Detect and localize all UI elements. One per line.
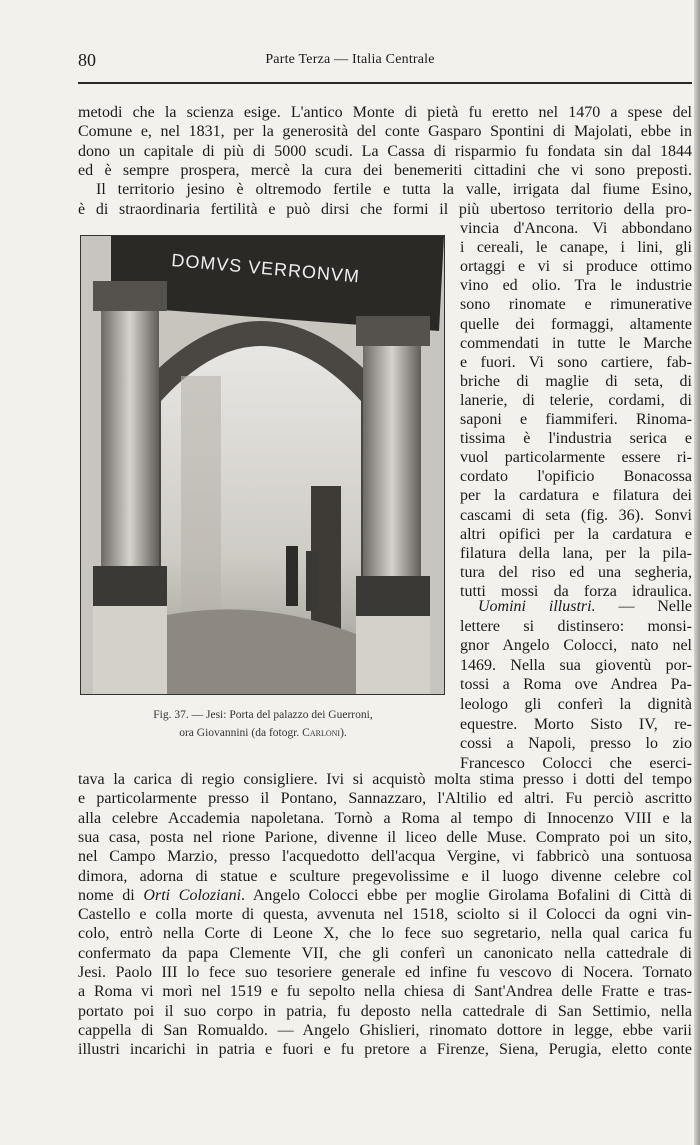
- text-line: per la cardatura e filatura dei: [460, 487, 692, 505]
- page-edge-shadow: [694, 0, 700, 1145]
- figure-caption-line-1: Fig. 37. — Jesi: Porta del palazzo dei Guerroni,: [153, 709, 373, 721]
- text-line: colo, entrò nella Corte di Leone X, che lo fece suo segretario, nella qual carica fu: [78, 925, 692, 943]
- inscription: DOMVS VERRONVM: [170, 250, 361, 287]
- page-number: 80: [78, 50, 96, 70]
- text-line: metodi che la scienza esige. L'antico Monte di pietà fu eretto nel 1470 a spese del: [78, 104, 692, 121]
- text-line: tava la carica di regio consigliere. Ivi si acquistò molta stima presso i dotti del tempo: [78, 771, 692, 788]
- text-line: tutti mossi da forza idraulica.: [460, 582, 692, 600]
- running-title: Parte Terza — Italia Centrale: [265, 52, 435, 67]
- text-line: Castello e colla morte di questa, avvenuta nel 1518, sciolto si il Colocci da ogni vin-: [78, 906, 692, 924]
- text-line: cappella di San Romualdo. — Angelo Ghislieri, rinomato dottore in legge, ebbe varii: [78, 1021, 692, 1039]
- figure-photo-doorway: [80, 235, 445, 695]
- text-line: filatura della lana, per la pila-: [460, 544, 692, 562]
- italic-text: Uomini illustri.: [478, 598, 596, 615]
- caption-text-end: ).: [340, 727, 347, 739]
- text-line: vincia d'Ancona. Vi abbondano: [460, 220, 692, 237]
- text-line: cordato l'opificio Bonacossa: [460, 468, 692, 486]
- text-line: nel Campo Marzio, presso l'acquedotto dell'acqua Vergine, vi fabbricò una sontuosa: [78, 848, 692, 866]
- italic-text: Orti Coloziani: [143, 886, 242, 904]
- text-line: è di straordinaria fertilità e può dirsi che formi il più ubertoso territorio della pro-: [78, 200, 692, 218]
- text-line: vuol particolarmente essere ri-: [460, 449, 692, 467]
- figure-caption-line-2: [78, 727, 448, 739]
- text-segment: nome di: [78, 886, 144, 904]
- text-line: lanerie, di telerie, cordami, di: [460, 391, 692, 409]
- text-line: cossi a Napoli, presso lo zio: [460, 735, 692, 753]
- text-line: [78, 886, 692, 905]
- text-line: tossi a Roma ove Andrea Pa-: [460, 676, 692, 694]
- photo-credit: Carloni: [302, 727, 341, 739]
- text-line: lettere si distinsero: monsi-: [460, 617, 692, 635]
- text-line: ortaggi e vi si produce ottimo: [460, 258, 692, 276]
- text-line: ed è sempre prospera, mercè la cura dei benemeriti cittadini che vi sono preposti.: [78, 161, 692, 179]
- text-line: tura del riso ed una segheria,: [460, 563, 692, 581]
- text-line: illustri incarichi in patria e fuori e fu pretore a Firenze, Siena, Perugia, eletto conte: [78, 1041, 692, 1059]
- text-line: 1469. Nella sua gioventù por-: [460, 656, 692, 674]
- text-segment: — Nelle: [595, 598, 692, 615]
- text-line: [460, 597, 692, 616]
- text-segment: . Angelo Colocci ebbe per moglie Girolama Bofalini di Città di: [241, 886, 693, 904]
- caption-text: ora Giovannini (da fotogr.: [179, 727, 303, 739]
- text-line: saponi e fiammiferi. Rinoma-: [460, 411, 692, 428]
- text-line: dimora, adorna di statue e sculture pregevolissime e il luogo divenne celebre col: [78, 867, 692, 885]
- header-rule: [78, 82, 692, 84]
- text-line: e particolarmente presso il Pontano, Sannazzaro, l'Altilio ed altri. Fu perciò ascritto: [78, 790, 692, 808]
- text-line: briche di maglie di seta, di: [460, 372, 692, 390]
- doorway-photo: [81, 236, 444, 694]
- text-line: quelle dei formaggi, altamente: [460, 315, 692, 333]
- text-line: altri opifici per la cardatura e: [460, 525, 692, 543]
- text-line: dono un capitale di più di 5000 scudi. La Cassa di risparmio fu fondata sin dal 1844: [78, 142, 692, 160]
- text-line: sono rinomate e rimunerative: [460, 296, 692, 314]
- text-line: tissima è l'industria serica e: [460, 430, 692, 448]
- text-line: vino ed olio. Tra le industrie: [460, 277, 692, 295]
- text-line: alla celebre Accademia napoletana. Tornò a Roma al tempo di Innocenzo VIII e la: [78, 809, 692, 827]
- text-line: cascami di seta (fig. 36). Sonvi: [460, 506, 692, 524]
- text-line: Jesi. Paolo III lo fece suo tesoriere generale ed infine fu vescovo di Nocera. Tornato: [78, 964, 692, 981]
- text-line: commendati in tutte le Marche: [460, 334, 692, 352]
- text-line: i cereali, le canape, i lini, gli: [460, 239, 692, 257]
- text-line: Francesco Colocci che eserci-: [460, 754, 692, 772]
- text-line: gnor Angelo Colocci, nato nel: [460, 637, 692, 655]
- text-line: sua casa, posta nel rione Parione, divenne il liceo delle Muse. Comprato poi un sito,: [78, 828, 692, 846]
- text-line: portato poi il suo corpo in patria, fu deposto nella cattedrale di San Settimio, nella: [78, 1002, 692, 1020]
- text-line: a Roma vi morì nel 1519 e fu sepolto nella chiesa di Sant'Andrea delle Fratte e tras-: [78, 983, 692, 1001]
- text-line: equestre. Morto Sisto IV, re-: [460, 715, 692, 733]
- text-line: confermato da papa Clemente VII, che gli conferì un canonicato nella cattedrale di: [78, 944, 692, 962]
- text-line: Il territorio jesino è oltremodo fertile e tutta la valle, irrigata dal fiume Esino,: [96, 181, 692, 199]
- text-line: leologo gli conferì la dignità: [460, 696, 692, 713]
- text-line: e fuori. Vi sono cartiere, fab-: [460, 353, 692, 371]
- text-line: Comune e, nel 1831, per la generosità del conte Gasparo Spontini di Majolati, ebbe in: [78, 123, 692, 141]
